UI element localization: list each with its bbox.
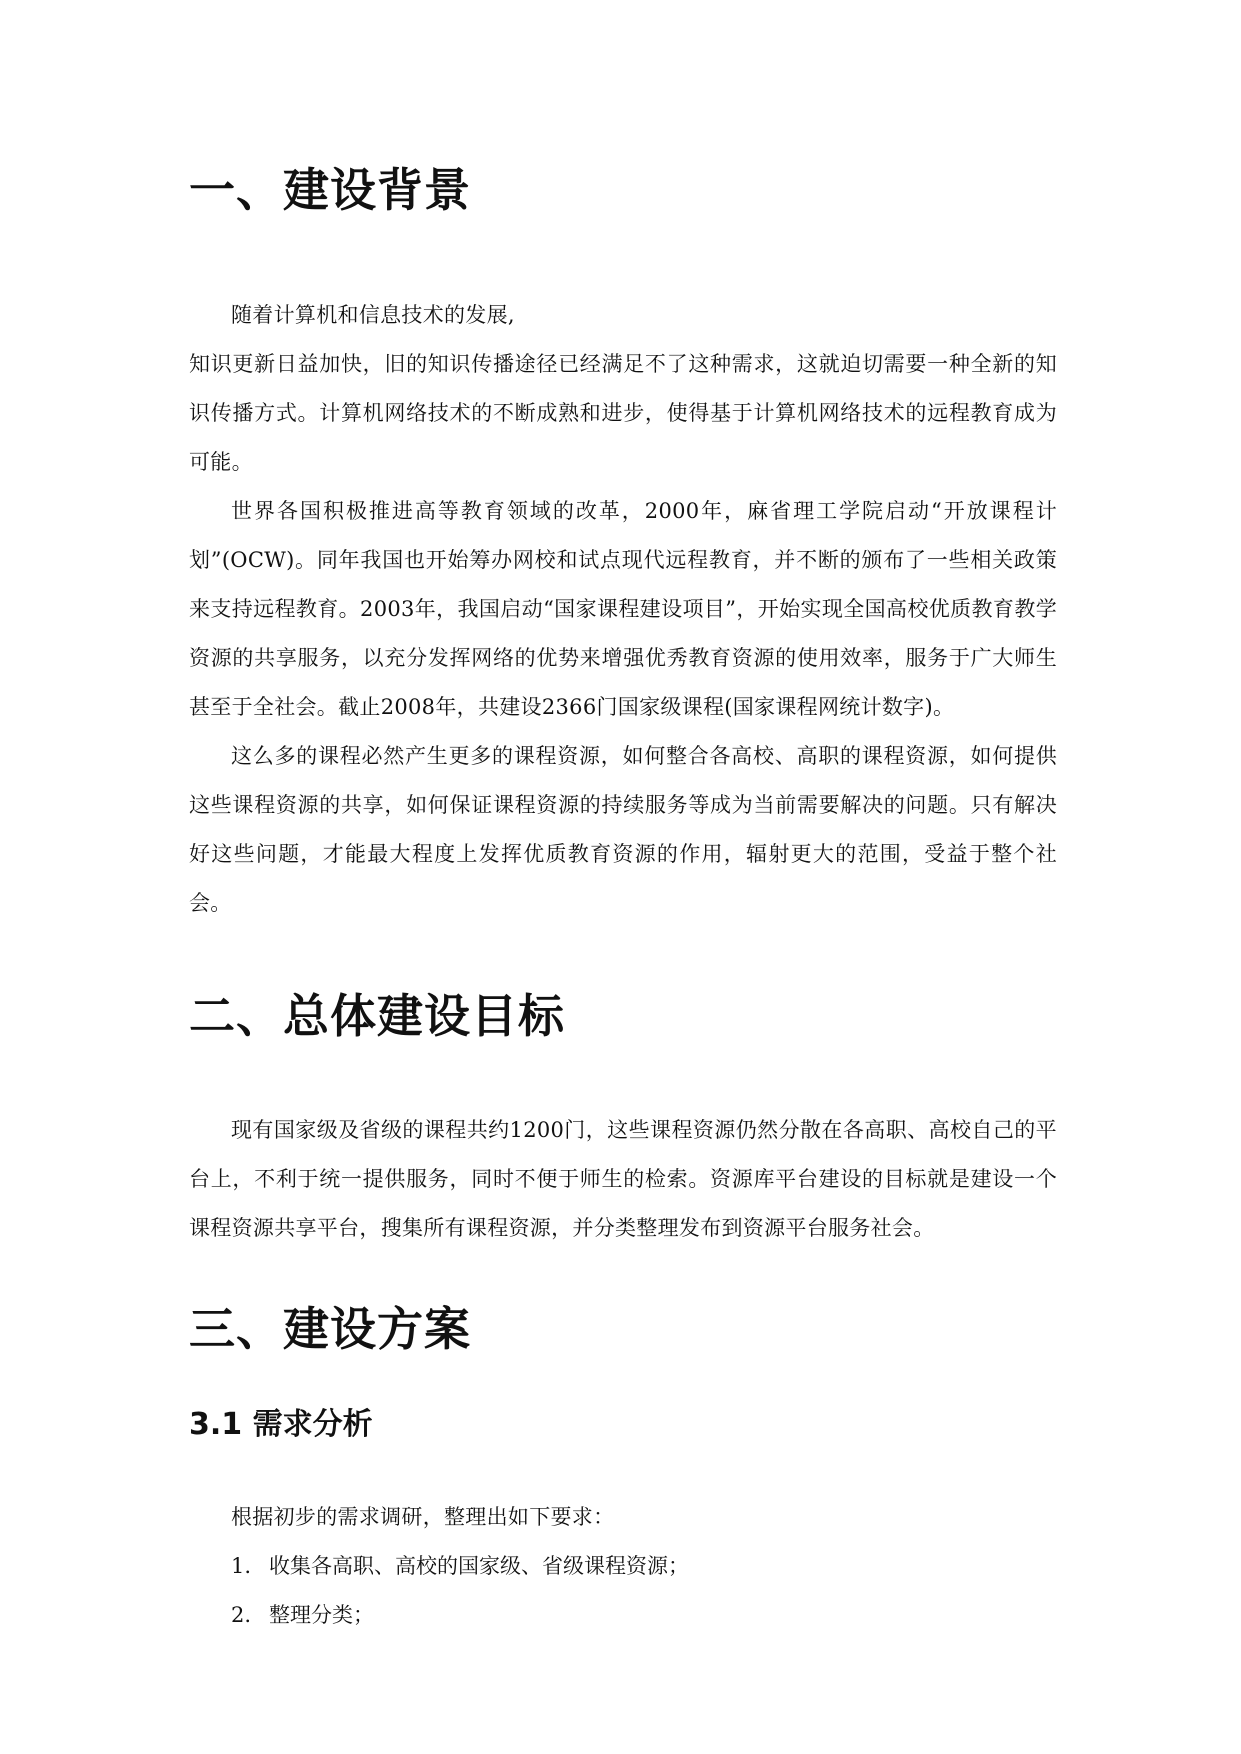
subsection-heading-requirements: 3.1 需求分析	[189, 1407, 373, 1442]
list-item-text: 整理分类；	[269, 1603, 374, 1627]
section-heading-plan: 三、建设方案	[189, 1302, 471, 1356]
list-item	[189, 1542, 1057, 1591]
background-paragraph-1: 随着计算机和信息技术的发展,	[231, 303, 515, 327]
list-item-number: 1.	[231, 1554, 252, 1578]
requirements-intro: 根据初步的需求调研，整理出如下要求：	[231, 1505, 615, 1529]
background-paragraph-3: 世界各国积极推进高等教育领域的改革，2000年，麻省理工学院启动“开放课程计划”(OCW)。同年我国也开始筹办网校和试点现代远程教育，并不断的颁布了一些相关政策来支持远程教育。2003年，我国启动“国家课程建设项目”，开始实现全国高校优质教育教学资源的共享服务，以充分发挥网络的优势来增强优秀教育资源的使用效率，服务于广大师生甚至于全社会。截止2008年，共建设2366门国家级课程(国家课程网统计数字)。	[189, 499, 1057, 719]
background-paragraph-2: 知识更新日益加快，旧的知识传播途径已经满足不了这种需求，这就迫切需要一种全新的知识传播方式。计算机网络技术的不断成熟和进步，使得基于计算机网络技术的远程教育成为可能。	[189, 352, 1057, 474]
list-item-number: 2.	[231, 1603, 252, 1627]
list-item-text: 收集各高职、高校的国家级、省级课程资源；	[269, 1554, 689, 1578]
list-item	[189, 1591, 1057, 1640]
background-paragraph-4: 这么多的课程必然产生更多的课程资源，如何整合各高校、高职的课程资源，如何提供这些课程资源的共享，如何保证课程资源的持续服务等成为当前需要解决的问题。只有解决好这些问题，才能最大程度上发挥优质教育资源的作用，辐射更大的范围，受益于整个社会。	[189, 744, 1057, 915]
section-heading-goal: 二、总体建设目标	[189, 989, 565, 1043]
section-heading-background: 一、建设背景	[189, 163, 471, 217]
page-content	[189, 148, 1057, 1640]
goal-paragraph-1: 现有国家级及省级的课程共约1200门，这些课程资源仍然分散在各高职、高校自己的平台上，不利于统一提供服务，同时不便于师生的检索。资源库平台建设的目标就是建设一个课程资源共享平台，搜集所有课程资源，并分类整理发布到资源平台服务社会。	[189, 1118, 1057, 1240]
